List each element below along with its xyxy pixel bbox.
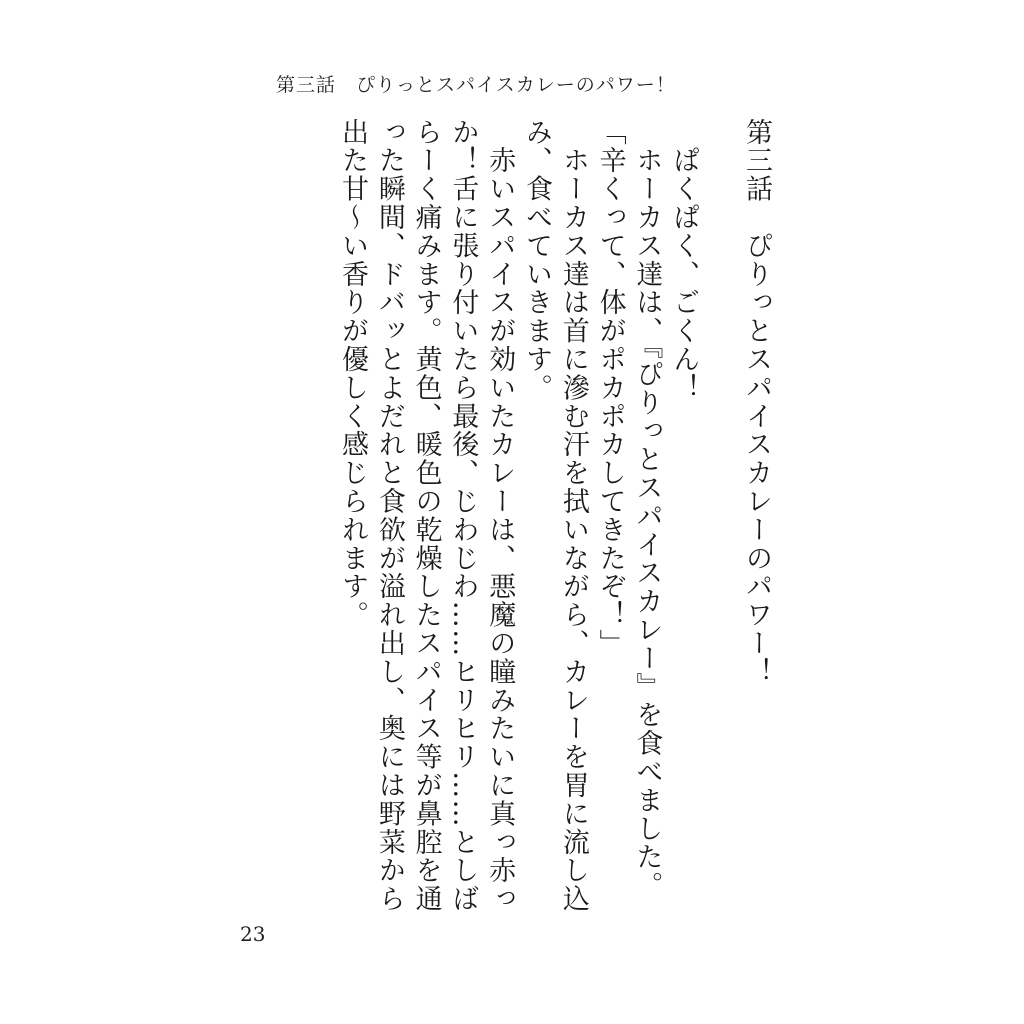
paragraph-3: 「辛くって、体がポカポカしてきたぞ！」 <box>594 118 626 658</box>
running-head: 第三話 ぴりっとスパイスカレーのパワー！ <box>276 74 676 96</box>
page-number: 23 <box>240 922 266 946</box>
body-text <box>333 118 774 938</box>
paragraph-4: ホーカス達は首に滲む汗を拭いながら、カレーを胃に流し込み、食べていきます。 <box>521 118 589 914</box>
paragraph-5: 赤いスパイスが効いたカレーは、悪魔の瞳みたいに真っ赤っか！舌に張り付いたら最後、じわじわ……ヒリヒリ……としばらーく痛みます。黄色、暖色の乾燥したスパイス等が鼻腔を通った瞬間、ドバッとよだれと食欲が溢れ出し、奥には野菜から出た甘～い香りが優しく感じられます。 <box>337 118 516 914</box>
chapter-title: 第三話 ぴりっとスパイスカレーのパワー！ <box>741 118 772 686</box>
paragraph-2: ホーカス達は、『ぴりっとスパイスカレー』を食べました。 <box>631 118 663 900</box>
paragraph-1: ぱくぱく、ごくん！ <box>668 118 700 402</box>
